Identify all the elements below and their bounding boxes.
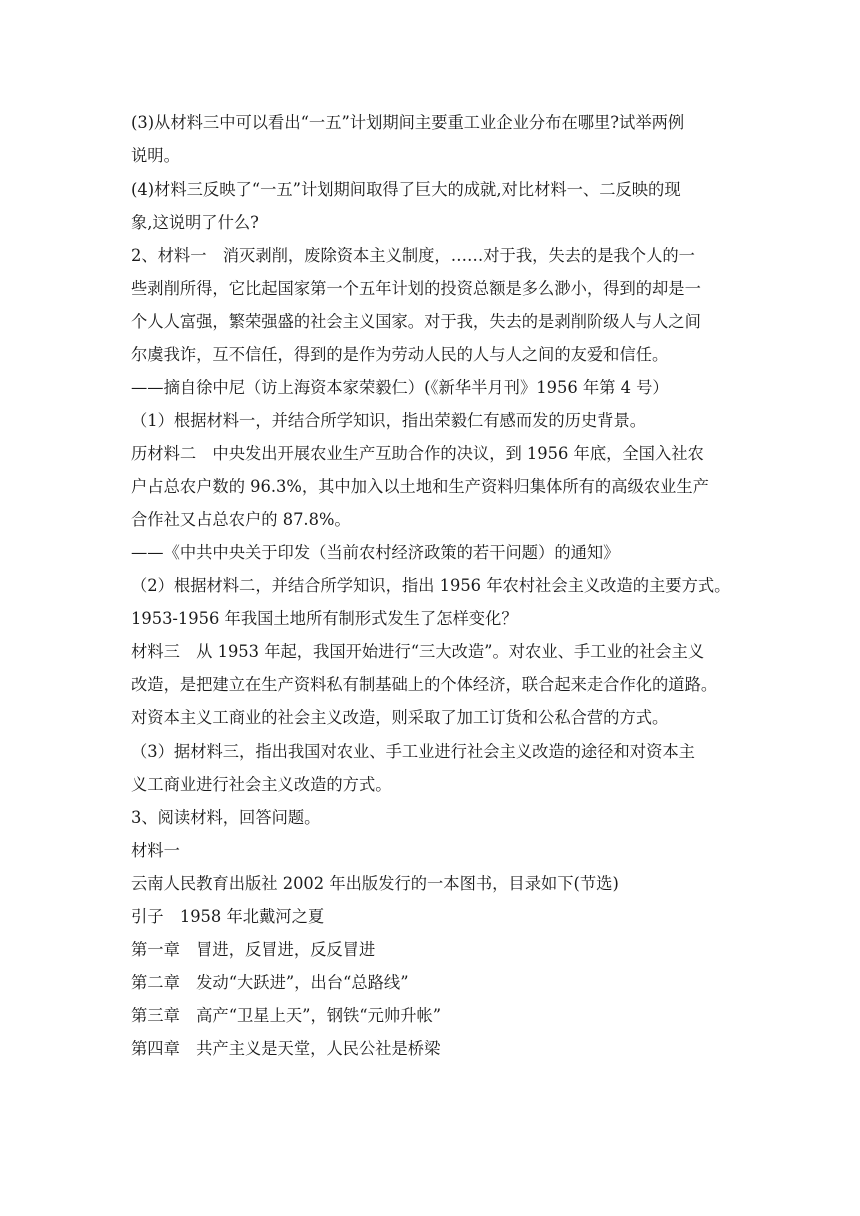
text-line: 说明。: [131, 146, 180, 165]
text-line: 对资本主义工商业的社会主义改造，则采取了加工订货和公私合营的方式。: [131, 708, 669, 727]
question-line: 义工商业进行社会主义改造的方式。: [131, 775, 392, 794]
text-line: 户占总农户数的 96.3%，其中加入以土地和生产资料归集体所有的高级农业生产: [131, 477, 709, 496]
text-line: 些剥削所得，它比起国家第一个五年计划的投资总额是多么渺小，得到的却是一: [131, 279, 701, 298]
text-line: (3)从材料三中可以看出“一五”计划期间主要重工业企业分布在哪里?试举两例: [131, 113, 685, 132]
text-line: 材料三 从 1953 年起，我国开始进行“三大改造”。对农业、手工业的社会主义: [131, 642, 705, 661]
toc-entry: 第四章 共产主义是天堂，人民公社是桥梁: [131, 1039, 441, 1058]
text-line: 改造，是把建立在生产资料私有制基础上的个体经济，联合起来走合作化的道路。: [131, 675, 718, 694]
text-line: 云南人民教育出版社 2002 年出版发行的一本图书，目录如下(节选): [131, 874, 619, 893]
text-line: 合作社又占总农户的 87.8%。: [131, 510, 351, 529]
text-line: 个人人富强，繁荣强盛的社会主义国家。对于我，失去的是剥削阶级人与人之间: [131, 312, 701, 331]
text-line: 尔虞我诈，互不信任，得到的是作为劳动人民的人与人之间的友爱和信任。: [131, 345, 669, 364]
text-line: (4)材料三反映了“一五”计划期间取得了巨大的成就,对比材料一、二反映的现: [131, 180, 681, 199]
text-line: 象,这说明了什么?: [131, 213, 259, 232]
toc-entry: 第一章 冒进，反冒进，反反冒进: [131, 940, 376, 959]
text-line: 2、材料一 消灭剥削，废除资本主义制度，……对于我，失去的是我个人的一: [131, 246, 695, 265]
question-line: 1953-1956 年我国土地所有制形式发生了怎样变化？: [131, 609, 518, 628]
toc-entry: 第二章 发动“大跃进”，出台“总路线”: [131, 973, 409, 992]
source-citation: ——摘自徐中尼（访上海资本家荣毅仁）(《新华半月刊》1956 年第 4 号）: [131, 378, 669, 397]
question-line: （3）据材料三，指出我国对农业、手工业进行社会主义改造的途径和对资本主: [131, 742, 695, 761]
toc-entry: 引子 1958 年北戴河之夏: [131, 907, 325, 926]
question-line: （2）根据材料二，并结合所学知识，指出 1956 年农村社会主义改造的主要方式。: [131, 576, 731, 595]
source-citation: ——《中共中央关于印发（当前农村经济政策的若干问题）的通知》: [131, 543, 620, 562]
toc-entry: 第三章 高产“卫星上天”，钢铁“元帅升帐”: [131, 1006, 442, 1025]
material-label: 材料一: [131, 841, 180, 860]
section-heading: 3、阅读材料，回答问题。: [131, 808, 321, 827]
text-line: 历材料二 中央发出开展农业生产互助合作的决议，到 1956 年底，全国入社农: [131, 444, 704, 463]
question-line: （1）根据材料一，并结合所学知识，指出荣毅仁有感而发的历史背景。: [131, 411, 647, 430]
